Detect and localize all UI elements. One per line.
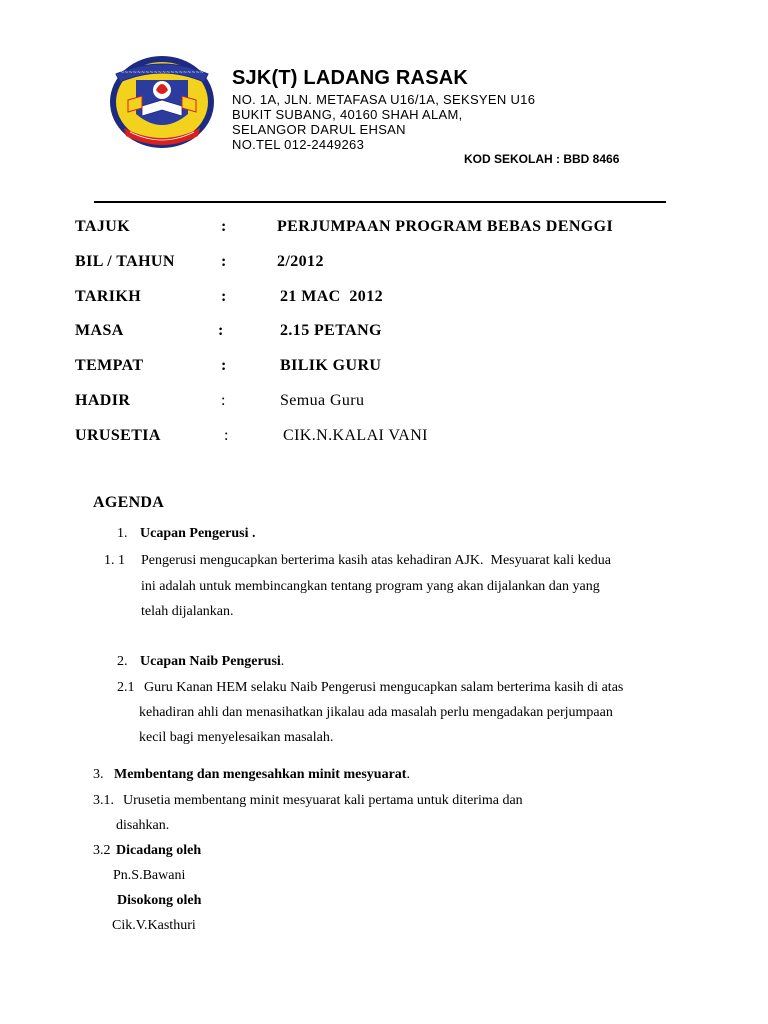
- agenda-item-number: 2.: [117, 654, 128, 669]
- info-value-tempat: BILIK GURU: [280, 357, 382, 374]
- agenda-text-line: disahkan.: [116, 818, 170, 833]
- agenda-item-heading: Membentang dan mengesahkan minit mesyuarat: [114, 767, 407, 782]
- seconded-by-label: Disokong oleh: [117, 893, 202, 908]
- agenda-item-number: 1.: [117, 526, 128, 541]
- agenda-item-heading: Ucapan Pengerusi .: [140, 526, 256, 541]
- heading-period: .: [406, 767, 410, 782]
- agenda-title: AGENDA: [93, 494, 165, 511]
- phone-line: NO.TEL 012-2449263: [232, 137, 365, 152]
- school-code: KOD SEKOLAH : BBD 8466: [464, 152, 620, 166]
- info-colon: :: [221, 253, 227, 270]
- info-colon: :: [221, 218, 227, 235]
- school-logo: [108, 52, 216, 152]
- info-colon: :: [221, 392, 226, 409]
- address-line-2: BUKIT SUBANG, 40160 SHAH ALAM,: [232, 107, 463, 122]
- info-label-tarikh: TARIKH: [75, 288, 142, 305]
- agenda-text-line: telah dijalankan.: [141, 604, 234, 619]
- info-label-tajuk: TAJUK: [75, 218, 131, 235]
- info-value-masa: 2.15 PETANG: [280, 322, 382, 339]
- agenda-text-line: Guru Kanan HEM selaku Naib Pengerusi mengucapkan salam berterima kasih di atas: [144, 680, 624, 695]
- agenda-subitem-number: 1. 1: [104, 553, 125, 568]
- info-value-urusetia: CIK.N.KALAI VANI: [283, 427, 428, 444]
- header-divider: [94, 201, 666, 203]
- info-colon: :: [224, 427, 229, 444]
- school-crest-icon: [108, 52, 216, 152]
- proposed-by-label: Dicadang oleh: [116, 843, 202, 858]
- seconder-name: Cik.V.Kasthuri: [112, 918, 196, 933]
- info-label-tempat: TEMPAT: [75, 357, 144, 374]
- agenda-subitem-number: 2.1: [117, 680, 135, 695]
- info-colon: :: [221, 288, 227, 305]
- agenda-text-line: Urusetia membentang minit mesyuarat kali pertama untuk diterima dan: [123, 793, 523, 808]
- info-value-tarikh: 21 MAC 2012: [280, 288, 384, 305]
- info-value-hadir: Semua Guru: [280, 392, 365, 409]
- info-value-tajuk: PERJUMPAAN PROGRAM BEBAS DENGGI: [277, 218, 614, 235]
- info-label-masa: MASA: [75, 322, 124, 339]
- agenda-item-heading-row: [114, 766, 410, 784]
- school-name: SJK(T) LADANG RASAK: [232, 67, 469, 89]
- info-colon: :: [221, 357, 227, 374]
- agenda-subitem-number: 3.2: [93, 843, 111, 858]
- address-line-3: SELANGOR DARUL EHSAN: [232, 122, 406, 137]
- agenda-text-line: kecil bagi menyelesaikan masalah.: [139, 730, 334, 745]
- info-colon: :: [218, 322, 224, 339]
- info-value-bil-tahun: 2/2012: [277, 253, 324, 270]
- info-label-bil-tahun: BIL / TAHUN: [75, 253, 175, 270]
- agenda-text-line: Pengerusi mengucapkan berterima kasih atas kehadiran AJK. Mesyuarat kali kedua: [141, 553, 612, 568]
- address-line-1: NO. 1A, JLN. METAFASA U16/1A, SEKSYEN U16: [232, 92, 536, 107]
- agenda-text-line: ini adalah untuk membincangkan tentang program yang akan dijalankan dan yang: [141, 579, 600, 594]
- agenda-item-heading: Ucapan Naib Pengerusi: [140, 654, 281, 669]
- heading-period: .: [280, 654, 285, 669]
- agenda-text-line: kehadiran ahli dan menasihatkan jikalau ada masalah perlu mengadakan perjumpaan: [139, 705, 613, 720]
- info-label-hadir: HADIR: [75, 392, 131, 409]
- agenda-item-heading-row: [140, 653, 284, 671]
- svg-text:~~~~~~~~~~~~~~~~~~~~: ~~~~~~~~~~~~~~~~~~~~: [120, 70, 204, 76]
- info-label-urusetia: URUSETIA: [75, 427, 161, 444]
- agenda-item-number: 3.: [93, 767, 104, 782]
- proposer-name: Pn.S.Bawani: [113, 868, 186, 883]
- agenda-subitem-number: 3.1.: [93, 793, 114, 808]
